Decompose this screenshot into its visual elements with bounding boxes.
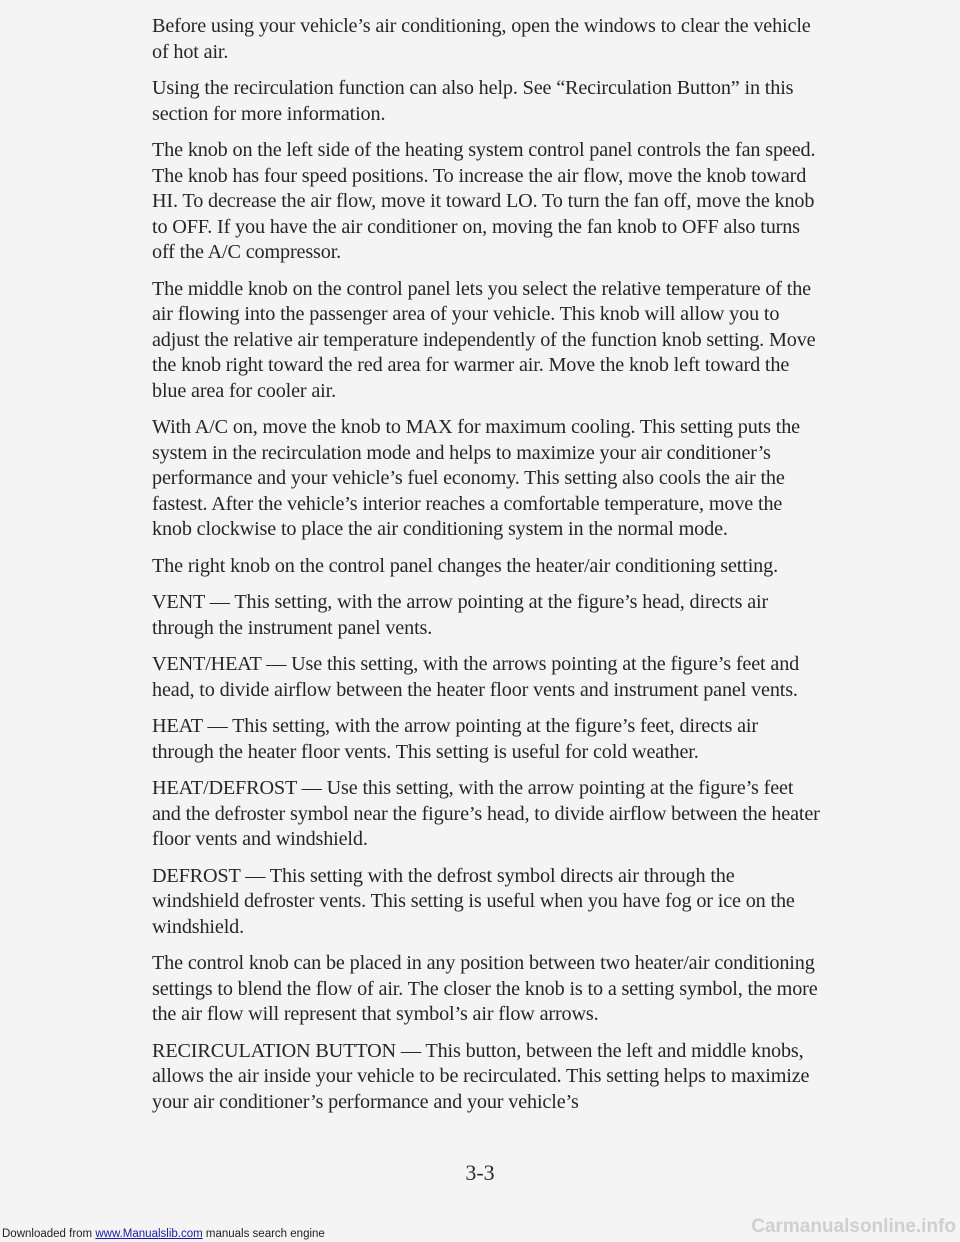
- paragraph-blend: The control knob can be placed in any position between two heater/air conditioning settings to blend the flow of air. The closer the knob is to a setting symbol, the more the air flow will represent that symbol’s air flow arrows.: [152, 952, 818, 1025]
- paragraph-vent-heat: VENT/HEAT — Use this setting, with the arrows pointing at the figure’s feet and head, to divide airflow between the heater floor vents and instrument panel vents.: [152, 653, 800, 701]
- paragraph-right-knob: The right knob on the control panel changes the heater/air conditioning setting.: [152, 554, 778, 577]
- paragraph-max-setting: With A/C on, move the knob to MAX for maximum cooling. This setting puts the system in the recirculation mode and helps to maximize your air conditioner’s performance and your vehicle’s fuel economy. This setting also cools the air the fastest. After the vehicle’s interior reaches a comfortable temperature, move the knob clockwise to place the air conditioning system in the normal mode.: [152, 416, 800, 540]
- paragraph-vent: VENT — This setting, with the arrow pointing at the figure’s head, directs air through the instrument panel vents.: [152, 591, 769, 639]
- download-footer: [2, 1228, 325, 1240]
- footer-prefix: Downloaded from: [2, 1228, 96, 1240]
- paragraph-heat-defrost: HEAT/DEFROST — Use this setting, with the arrow pointing at the figure’s feet and the defroster symbol near the figure’s head, to divide airflow between the heater floor vents and windshield.: [152, 777, 820, 850]
- page-number: 3-3: [465, 1160, 495, 1185]
- watermark: Carmanualsonline.info: [751, 1216, 956, 1237]
- paragraph-intro: Before using your vehicle’s air conditioning, open the windows to clear the vehicle of hot air.: [152, 15, 811, 63]
- paragraph-middle-knob: The middle knob on the control panel lets you select the relative temperature of the air flowing into the passenger area of your vehicle. This knob will allow you to adjust the relative air temperature independently of the function knob setting. Move the knob right toward the red area for warmer air. Move the knob left toward the blue area for cooler air.: [152, 277, 816, 402]
- paragraph-defrost: DEFROST — This setting with the defrost symbol directs air through the windshield defroster vents. This setting is useful when you have fog or ice on the windshield.: [152, 864, 795, 938]
- paragraph-recirculation-button: RECIRCULATION BUTTON — This button, between the left and middle knobs, allows the air inside your vehicle to be recirculated. This setting helps to maximize your air conditioner’s performance and your vehicle’s: [152, 1039, 810, 1113]
- paragraph-fan-knob: The knob on the left side of the heating system control panel controls the fan speed. The knob has four speed positions. To increase the air flow, move the knob toward HI. To decrease the air flow, move it toward LO. To turn the fan off, move the knob to OFF. If you have the air conditioner on, moving the fan knob to OFF also turns off the A/C compressor.: [152, 139, 816, 263]
- paragraph-heat: HEAT — This setting, with the arrow pointing at the figure’s feet, directs air through the heater floor vents. This setting is useful for cold weather.: [152, 715, 758, 763]
- footer-suffix: manuals search engine: [202, 1228, 325, 1240]
- footer-link[interactable]: www.Manualslib.com: [95, 1228, 203, 1240]
- paragraph-recirculation-tip: Using the recirculation function can also help. See “Recirculation Button” in this section for more information.: [152, 77, 794, 125]
- body-text: [152, 14, 824, 1126]
